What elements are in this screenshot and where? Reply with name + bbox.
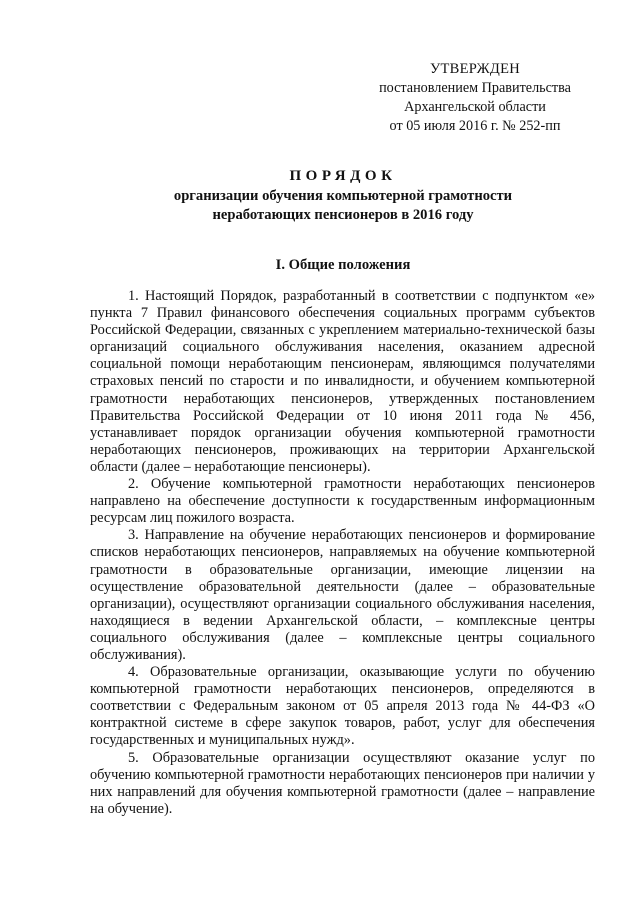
approval-line-3: от 05 июля 2016 г. № 252-пп [389,118,561,134]
document-body [90,288,595,818]
paragraph-5: 5. Образовательные организации осуществляют оказание услуг по обучению компьютерной грамотности неработающих пенсионеров при наличии у них направлений для обучения компьютерной грамотности (далее – направление на обучение). [90,749,595,817]
paragraph-1: 1. Настоящий Порядок, разработанный в соответствии с подпунктом «е» пункта 7 Правил финансового обеспечения социальных программ субъектов Российской Федерации, связанных с укреплением материально-технической базы организаций социального обслуживания населения, оказанием адресной социальной помощи неработающим пенсионерам, являющимся получателями страховых пенсий по старости и по инвалидности, и обучением компьютерной грамотности неработающих пенсионеров, утвержденных постановлением Правительства Российской Федерации от 10 июня 2011 года № 456, устанавливает порядок организации обучения компьютерной грамотности неработающих пенсионеров, проживающих на территории Архангельской области (далее – неработающие пенсионеры). [90,288,595,475]
approval-line-2: Архангельской области [404,99,546,115]
paragraph-2: 2. Обучение компьютерной грамотности неработающих пенсионеров направлено на обеспечение доступности к государственным информационным ресурсам лиц пожилого возраста. [90,476,595,527]
document-kind: ПОРЯДОК [289,168,397,184]
document-heading [90,167,596,225]
approval-line-1: постановлением Правительства [379,80,571,96]
approval-stamp [360,60,590,136]
paragraph-4: 4. Образовательные организации, оказывающие услуги по обучению компьютерной грамотности неработающих пенсионеров, определяются в соответствии с Федеральным законом от 05 апреля 2013 года № 44-ФЗ «О контрактной системе в сфере закупок товаров, работ, услуг для обеспечения государственных и муниципальных нужд». [90,664,595,749]
paragraph-3: 3. Направление на обучение неработающих пенсионеров и формирование списков неработающих пенсионеров, направляемых на обучение компьютерной грамотности в образовательные организации, имеющие лицензии на осуществление образовательной деятельности (далее – образовательные организации), осуществляют организации социального обслуживания населения, находящиеся в ведении Архангельской области, – комплексные центры социального обслуживания (далее – комплексные центры социального обслуживания). [90,527,595,663]
approval-title: УТВЕРЖДЕН [429,61,521,77]
document-title-line-2: неработающих пенсионеров в 2016 году [212,207,474,223]
section-heading: I. Общие положения [275,257,411,273]
document-title-line-1: организации обучения компьютерной грамотности [173,188,513,204]
